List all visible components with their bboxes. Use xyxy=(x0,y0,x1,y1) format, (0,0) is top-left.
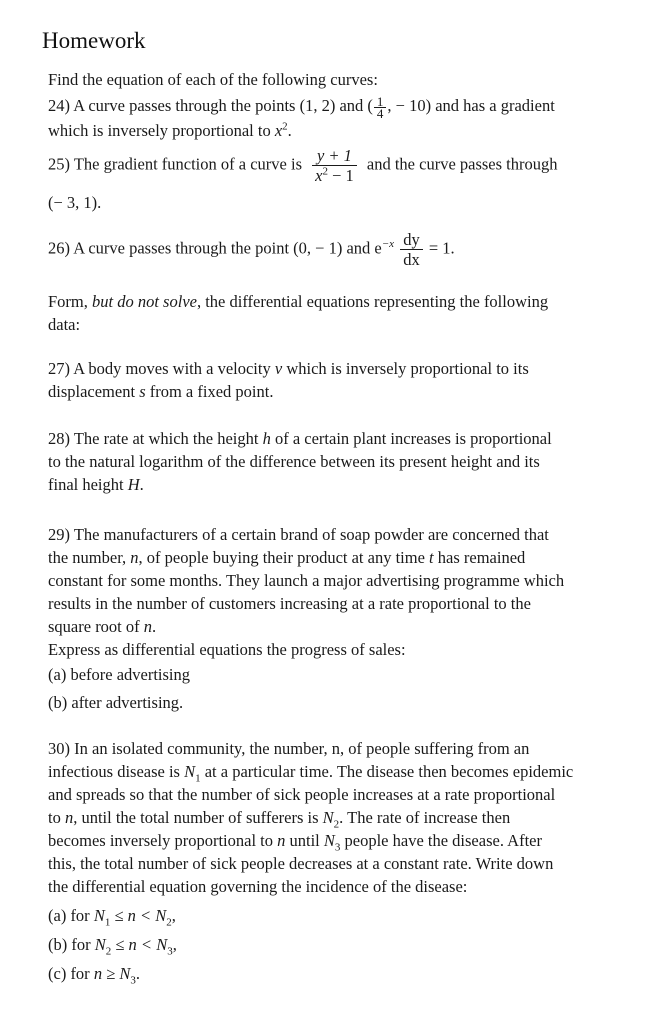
q29-line-2: the number, n, of people buying their product at any time t has remained xyxy=(48,548,526,567)
q30-part-b: (b) for $N_2 \le n < N_3$, xyxy=(48,935,177,958)
form-line-1: Form, but do not solve, the differential equations representing the following xyxy=(48,292,549,311)
q30-part-c: (c) for $n \ge N_3$. xyxy=(48,964,141,987)
q30-line-2: infectious disease is $N_1$ at a particular time. The disease then becomes epidemic xyxy=(48,762,574,785)
question-24-block xyxy=(48,68,660,142)
question-30-block xyxy=(48,737,660,985)
q30-line-6: this, the total number of sick people decreases at a constant rate. Write down xyxy=(48,854,554,873)
fraction-one-quarter: $\frac{1}{4}$ xyxy=(374,96,387,119)
form-line-2: data: xyxy=(48,315,81,334)
q24-line-1: 24) A curve passes through the points (1, 2) and ( $\frac{1}{4}$ , − 10) and has a gradient xyxy=(48,93,555,121)
q25-line-1: 25) The gradient function of a curve is $\frac{y + 1}{x^2 - 1}$ and the curve passes through xyxy=(48,146,558,185)
q30-line-1: 30) In an isolated community, the number, n, of people suffering from an xyxy=(48,739,530,758)
q30-line-5: becomes inversely proportional to n until $N_3$ people have the disease. After xyxy=(48,831,542,854)
question-27-block xyxy=(48,357,660,403)
page-title: Homework xyxy=(42,28,146,53)
gradient-fraction: $\frac{y + 1}{x^2 - 1}$ xyxy=(312,146,357,185)
q29-part-a: (a) before advertising xyxy=(48,665,191,684)
question-28-block xyxy=(48,427,660,496)
question-29-block xyxy=(48,523,660,714)
q24-line-2: which is inversely proportional to $x^2$. xyxy=(48,120,292,140)
q29-line-1: 29) The manufacturers of a certain brand of soap powder are concerned that xyxy=(48,525,549,544)
question-26-block xyxy=(48,230,660,269)
q28-line-3: final height H. xyxy=(48,475,144,494)
q27-line-2: displacement s from a fixed point. xyxy=(48,382,274,401)
q28-line-2: to the natural logarithm of the difference between its present height and its xyxy=(48,452,540,471)
q28-line-1: 28) The rate at which the height h of a certain plant increases is proportional xyxy=(48,429,552,448)
q29-line-3: constant for some months. They launch a major advertising programme which xyxy=(48,571,565,590)
q29-line-6: Express as differential equations the progress of sales: xyxy=(48,640,406,659)
q29-line-5: square root of n. xyxy=(48,617,157,636)
q30-part-a: (a) for $N_1 \le n < N_2$, xyxy=(48,906,176,929)
derivative-fraction: $\frac{dy}{dx}$ xyxy=(400,230,423,269)
intro-text: Find the equation of each of the following curves: xyxy=(48,70,378,89)
q27-line-1: 27) A body moves with a velocity v which is inversely proportional to its xyxy=(48,359,529,378)
question-25-block xyxy=(48,146,660,214)
q29-part-b: (b) after advertising. xyxy=(48,693,184,712)
q30-line-7: the differential equation governing the incidence of the disease: xyxy=(48,877,468,896)
q26-line-1: 26) A curve passes through the point (0, − 1) and $e^{-x}$ $\frac{dy}{dx}$ = 1. xyxy=(48,230,455,269)
q29-line-4: results in the number of customers increasing at a rate proportional to the xyxy=(48,594,531,613)
q30-line-3: and spreads so that the number of sick people increases at a rate proportional xyxy=(48,785,556,804)
form-instruction-block xyxy=(48,290,660,336)
q30-line-4: to n, until the total number of sufferers is $N_2$. The rate of increase then xyxy=(48,808,511,831)
q25-line-2: (− 3, 1). xyxy=(48,193,102,212)
